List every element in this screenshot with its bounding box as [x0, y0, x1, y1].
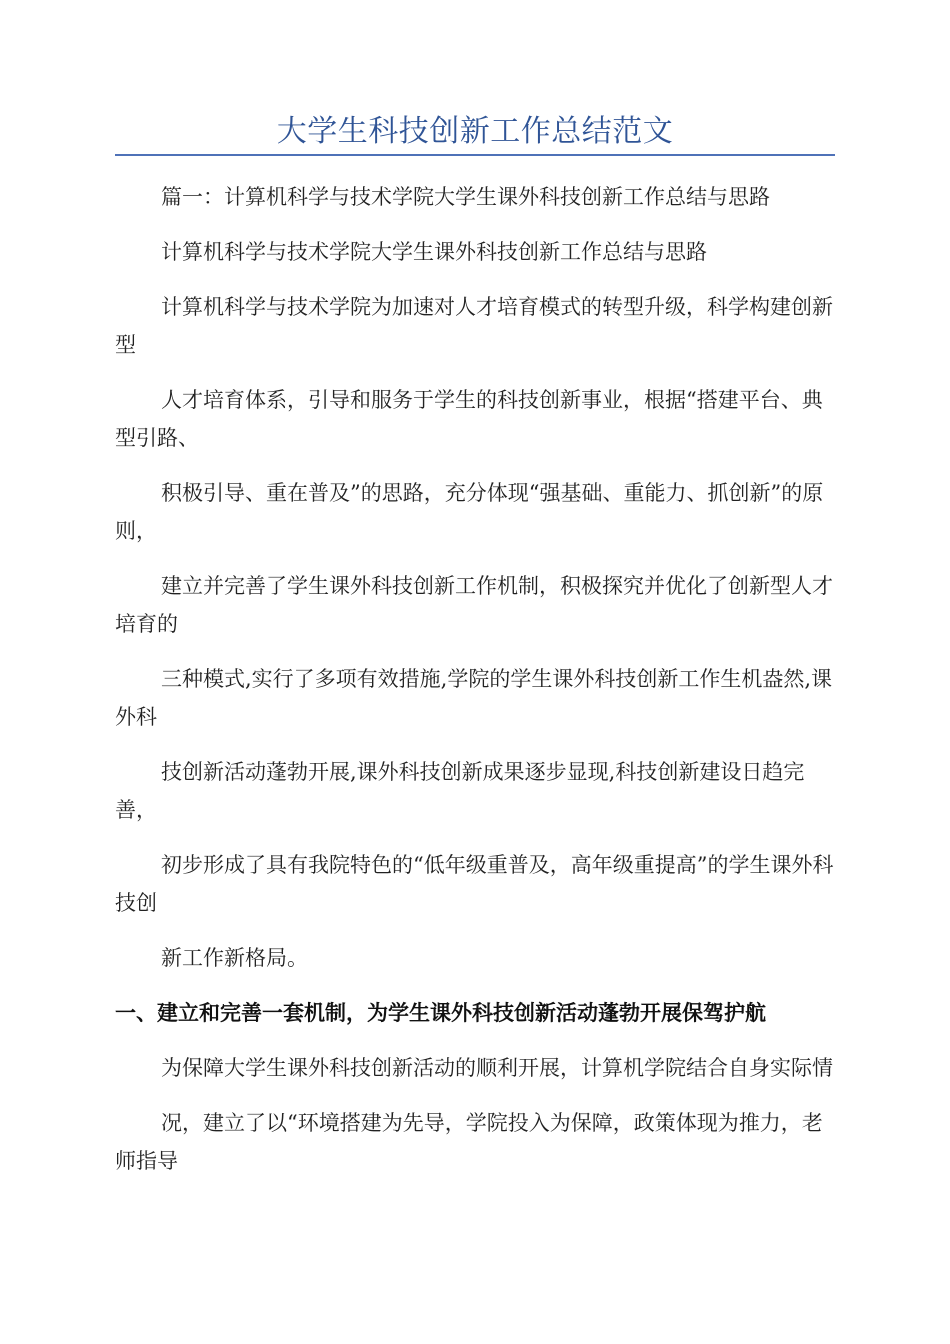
- section-heading: 一、建立和完善一套机制，为学生课外科技创新活动蓬勃开展保驾护航: [115, 1000, 766, 1025]
- paragraph: 计算机科学与技术学院大学生课外科技创新工作总结与思路: [161, 240, 707, 264]
- document-page: [115, 112, 835, 1197]
- paragraph: 初步形成了具有我院特色的“低年级重普及，高年级重提高”的学生课外科技创: [115, 853, 834, 915]
- paragraph: 篇一：计算机科学与技术学院大学生课外科技创新工作总结与思路: [161, 185, 770, 209]
- paragraph: 积极引导、重在普及”的思路，充分体现“强基础、重能力、抓创新”的原则，: [115, 481, 824, 543]
- paragraph: 为保障大学生课外科技创新活动的顺利开展，计算机学院结合自身实际情: [161, 1056, 833, 1080]
- paragraph: 三种模式,实行了多项有效措施,学院的学生课外科技创新工作生机盎然,课外科: [115, 667, 833, 729]
- paragraph: 新工作新格局。: [161, 946, 308, 970]
- paragraph: 建立并完善了学生课外科技创新工作机制，积极探究并优化了创新型人才培育的: [115, 574, 833, 636]
- paragraph: 况，建立了以“环境搭建为先导，学院投入为保障，政策体现为推力，老师指导: [115, 1111, 823, 1173]
- document-title: 大学生科技创新工作总结范文: [115, 112, 835, 156]
- paragraph: 技创新活动蓬勃开展,课外科技创新成果逐步显现,科技创新建设日趋完善，: [115, 760, 805, 822]
- paragraph: 计算机科学与技术学院为加速对人才培育模式的转型升级，科学构建创新型: [115, 295, 833, 357]
- paragraph: 人才培育体系，引导和服务于学生的科技创新事业，根据“搭建平台、典型引路、: [115, 388, 823, 450]
